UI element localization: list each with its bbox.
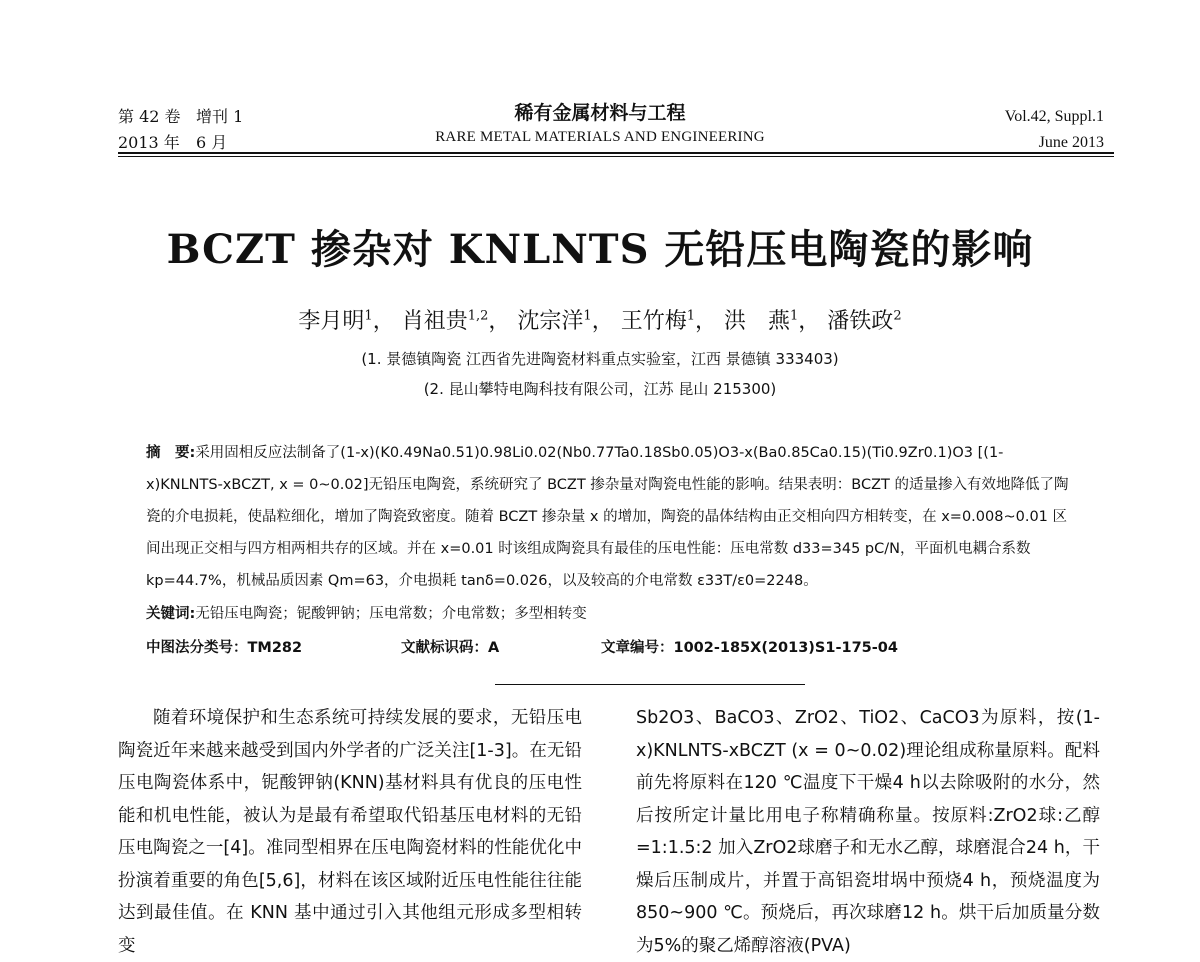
affiliation-1: (1. 景德镇陶瓷 江西省先进陶瓷材料重点实验室，江西 景德镇 333403) [361, 350, 839, 368]
paper-title: BCZT 掺杂对 KNLNTS 无铅压电陶瓷的影响 [166, 226, 1034, 273]
keywords-text: 无铅压电陶瓷；铌酸钾钠；压电常数；介电常数；多型相转变 [195, 606, 587, 622]
author-affiliation-mark: 2 [893, 308, 902, 324]
volume-label: 第 42 卷 [118, 107, 181, 126]
author: 王竹梅 [620, 309, 687, 334]
volume-en: Vol.42, Suppl.1 [1004, 108, 1104, 125]
author-affiliation-mark: 1,2 [467, 308, 489, 324]
abstract-label: 摘 要: [146, 445, 196, 461]
author: 李月明 [298, 309, 365, 334]
keywords [146, 598, 1076, 630]
header-rule [118, 152, 1114, 154]
article-number: 文章编号：1002-185X(2013)S1-175-04 [601, 640, 898, 656]
classification-meta [146, 632, 1076, 664]
header-rule-thin [118, 156, 1114, 157]
author: 沈宗洋 [517, 309, 584, 334]
keywords-label: 关键词: [146, 606, 196, 622]
author-affiliation-mark: 1 [686, 308, 695, 324]
clc-number: 中图法分类号：TM282 [146, 640, 303, 656]
author-affiliation-mark: 1 [583, 308, 592, 324]
author: 洪 燕 [724, 309, 791, 334]
supplement-label: 增刊 1 [196, 107, 244, 126]
document-code: 文献标识码：A [401, 640, 500, 656]
journal-name-cn: 稀有金属材料与工程 [514, 102, 686, 124]
section-divider [495, 684, 805, 685]
author: 肖祖贵 [401, 309, 468, 334]
author: 潘铁政 [827, 309, 894, 334]
abstract-text: 采用固相反应法制备了(1-x)(K0.49Na0.51)0.98Li0.02(Nb0.77Ta0.18Sb0.05)O3-x(Ba0.85Ca0.15)(Ti0.9Zr0.1)O3 [(1-x)KNLNTS-xBCZT, x = 0~0.02]无铅压电陶瓷，系统研究了 BCZT 掺杂量对陶瓷电性能的影响。结果表明：BCZT 的适量掺入有效地降低了陶瓷的介电损耗，使晶粒细化，增加了陶瓷致密度。随着 BCZT 掺杂量 x 的增加，陶瓷的晶体结构由正交相向四方相转变，在 x=0.008~0.01 区间出现正交相与四方相两相共存的区域。并在 x=0.01 时该组成陶瓷具有最佳的压电性能：压电常数 d33=345 pC/N，平面机电耦合系数 kp=44.7%，机械品质因素 Qm=63，介电损耗 tanδ=0.026，以及较高的介电常数 ε33T/ε0=2248。 [146, 445, 1069, 589]
body-column-left [118, 702, 582, 962]
year-label: 2013 年 [118, 133, 180, 152]
author-list: 李月明$^1$， 肖祖贵$^{1,2}$， 沈宗洋$^1$， 王竹梅$^1$， 洪 燕$^1$， 潘铁政$^2$ [298, 308, 902, 334]
affiliation-2: (2. 昆山攀特电陶科技有限公司，江苏 昆山 215300) [423, 380, 777, 398]
month-label: 6 月 [196, 133, 228, 152]
author-affiliation-mark: 1 [364, 308, 373, 324]
journal-volume-en [1005, 104, 1104, 156]
author-affiliation-mark: 1 [790, 308, 799, 324]
body-paragraph: Sb2O3、BaCO3、ZrO2、TiO2、CaCO3为原料，按(1-x)KNLNTS-xBCZT (x = 0~0.02)理论组成称量原料。配料前先将原料在120 ℃温度下干燥4 h以去除吸附的水分，然后按所定计量比用电子称精确称量。按原料:ZrO2球:乙醇=1:1.5:2 加入ZrO2球磨子和无水乙醇，球磨混合24 h，干燥后压制成片，并置于高铝瓷坩埚中预烧4 h，预烧温度为850~900 ℃。预烧后，再次球磨12 h。烘干后加质量分数为5%的聚乙烯醇溶液(PVA) [636, 708, 1100, 956]
journal-name-en: RARE METAL MATERIALS AND ENGINEERING [435, 129, 765, 145]
date-en: June 2013 [1038, 134, 1104, 151]
body-column-right [636, 702, 1100, 962]
abstract [146, 437, 1076, 597]
body-paragraph: 随着环境保护和生态系统可持续发展的要求，无铅压电陶瓷近年来越来越受到国内外学者的广泛关注[1-3]。在无铅压电陶瓷体系中，铌酸钾钠(KNN)基材料具有优良的压电性能和机电性能，被认为是最有希望取代铅基压电材料的无铅压电陶瓷之一[4]。准同型相界在压电陶瓷材料的性能优化中扮演着重要的角色[5,6]，材料在该区域附近压电性能往往能达到最佳值。在 KNN 基中通过引入其他组元形成多型相转变 [118, 708, 582, 956]
